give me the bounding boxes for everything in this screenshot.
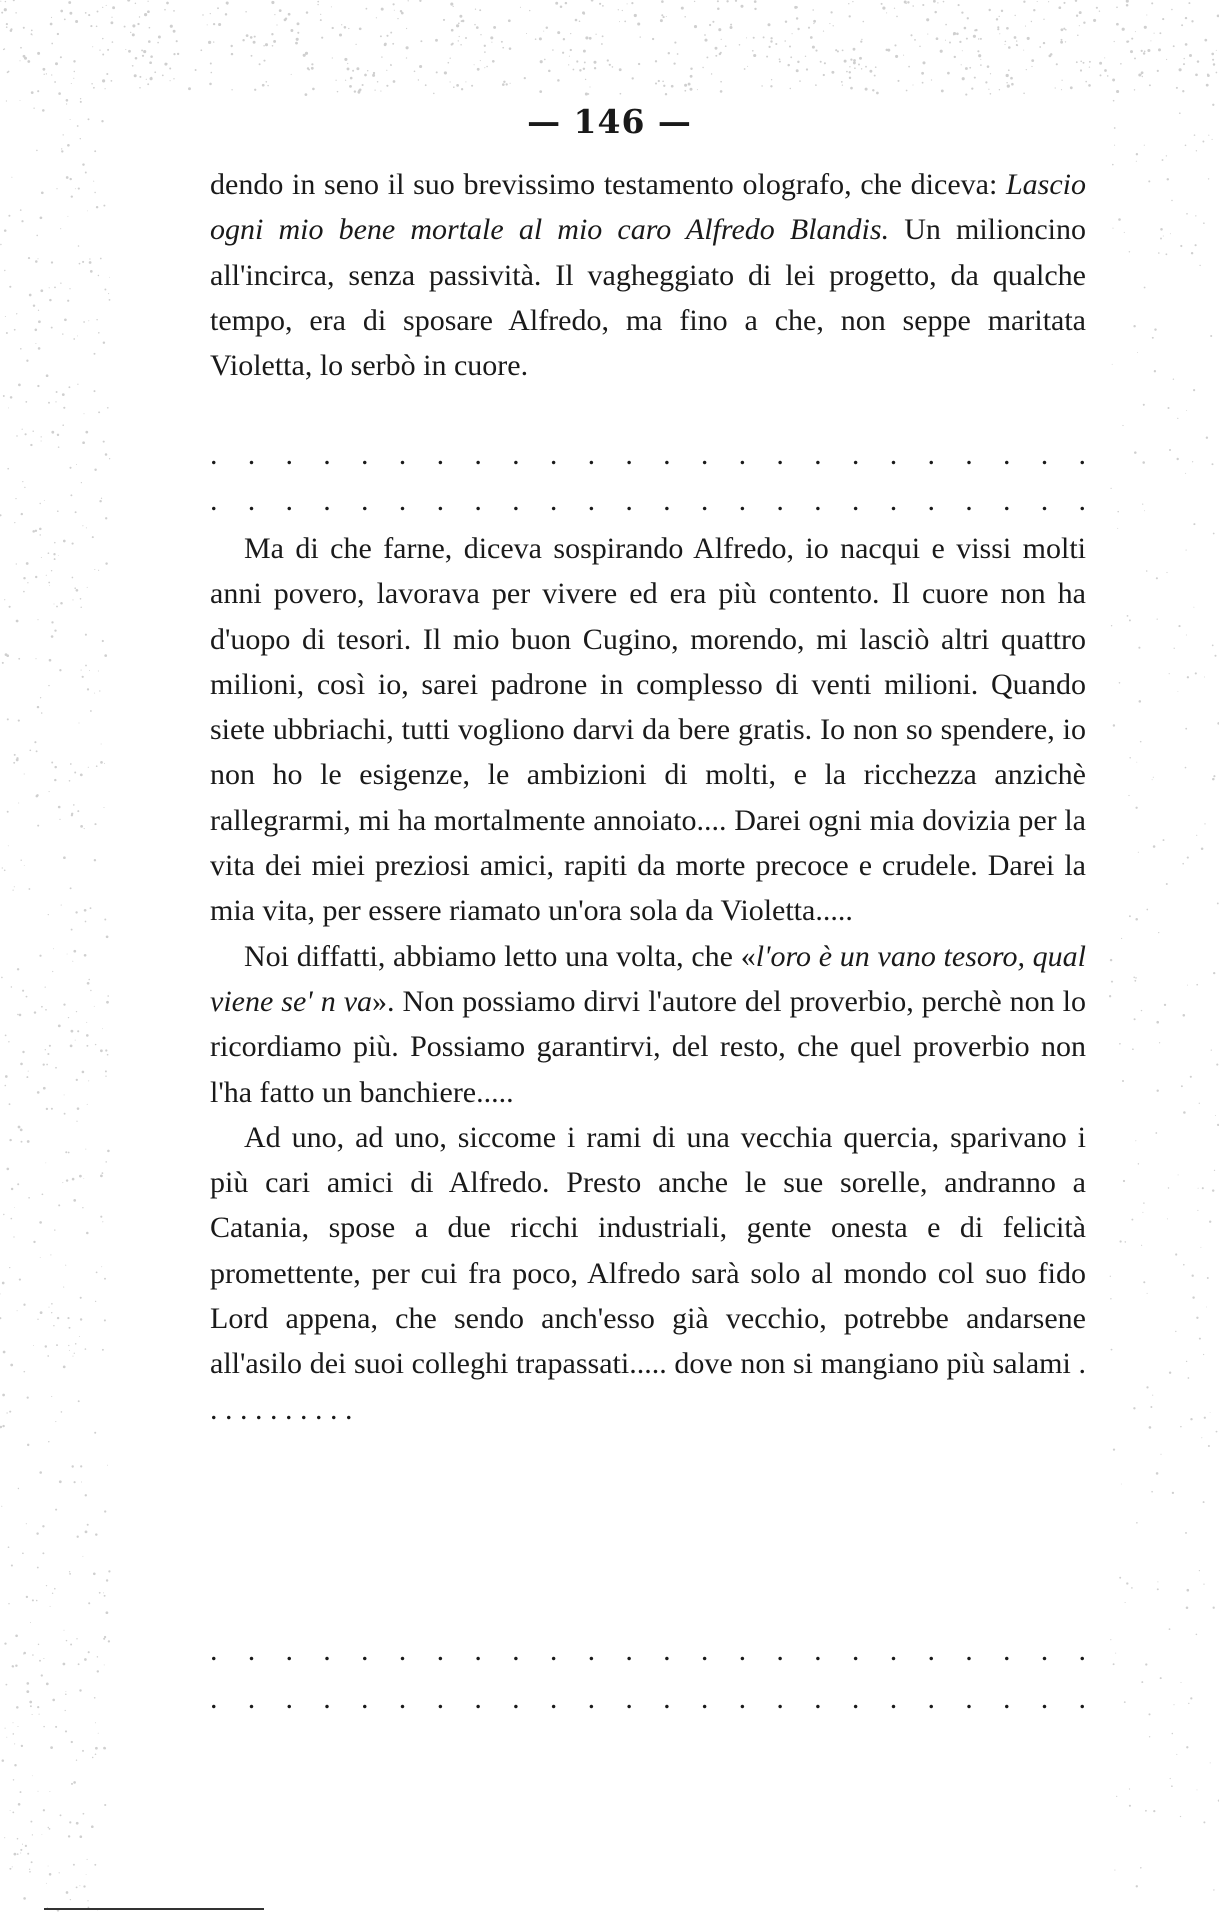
paragraph-3-italic-proverb: l'oro è un vano tesoro, qual viene se' n va — [210, 939, 1086, 1018]
paragraph-4-text: Ad uno, ad uno, siccome i rami di una vecchia quercia, sparivano i più cari amici di Alfredo. Presto anche le sue sorelle, andranno a Catania, spose a due ricchi industriali, gente onesta e di felicità promettente, per cui fra poco, Alfredo sarà solo al mondo col suo fido Lord appena, che sendo anch'esso già vecchio, potrebbe andarsene all'asilo dei suoi colleghi trapassati..... dove non si mangiano più salami — [210, 1120, 1086, 1381]
dot-separator-1 — [210, 440, 1086, 470]
paragraph-4 — [210, 1115, 1086, 1432]
paragraph-3-text-rest: ». Non possiamo dirvi l'autore del proverbio, perchè non lo ricordiamo più. Possiamo garantirvi, del resto, che quel proverbio non l'ha fatto un banchiere..... — [210, 984, 1086, 1109]
dot-row: . . . . . . . . . . . . . . . . . . . . . . . . — [210, 1636, 1086, 1666]
main-body — [210, 526, 1086, 1432]
bottom-rule-line — [44, 1908, 264, 1910]
dot-separator-3 — [210, 1636, 1086, 1666]
paragraph-3-text: Noi diffatti, abbiamo letto una volta, che « — [244, 939, 756, 973]
dot-row: . . . . . . . . . . . . . . . . . . . . . . . . — [210, 440, 1086, 470]
paragraph-1-italic-will: Lascio ogni mio bene mortale al mio caro Alfredo Blandis. — [210, 168, 1086, 247]
dot-row: . . . . . . . . . . . . . . . . . . . . . . . . — [210, 486, 1086, 516]
paragraph-1 — [210, 162, 1086, 388]
paragraph-3 — [210, 934, 1086, 1115]
dot-row: . . . . . . . . . . . . . . . . . . . . . . . . — [210, 1684, 1086, 1714]
page-number: — 146 — — [527, 102, 692, 141]
paragraph-1-text: dendo in seno il suo brevissimo testamento olografo, che diceva: — [210, 168, 1006, 201]
paragraph-2: Ma di che farne, diceva sospirando Alfredo, io nacqui e vissi molti anni povero, lavorava per vivere ed era più contento. Il cuore non ha d'uopo di tesori. Il mio buon Cugino, morendo, mi lasciò altri quattro milioni, così io, sarei padrone in complesso di venti milioni. Quando siete ubbriachi, tutti vogliono darvi da bere gratis. Io non so spendere, io non ho le esigenze, le ambizioni di molti, e la ricchezza anzichè rallegrarmi, mi ha mortalmente annoiato.... Darei ogni mia dovizia per la vita dei miei preziosi amici, rapiti da morte precoce e crudele. Darei la mia vita, per essere riamato un'ora sola da Violetta..... — [210, 532, 1086, 928]
paragraph-4-trailing-dots: . . . . . . . . . . . — [210, 1347, 1087, 1426]
dot-separator-2 — [210, 486, 1086, 516]
paragraph-continuation — [210, 162, 1086, 388]
paragraph-1-text-rest: Un milioncino all'incirca, senza passività. Il vagheggiato di lei progetto, da qualche tempo, era di sposare Alfredo, ma fino a che, non seppe maritata Violetta, lo serbò in cuore. — [210, 213, 1086, 383]
dot-separator-4 — [210, 1684, 1086, 1714]
